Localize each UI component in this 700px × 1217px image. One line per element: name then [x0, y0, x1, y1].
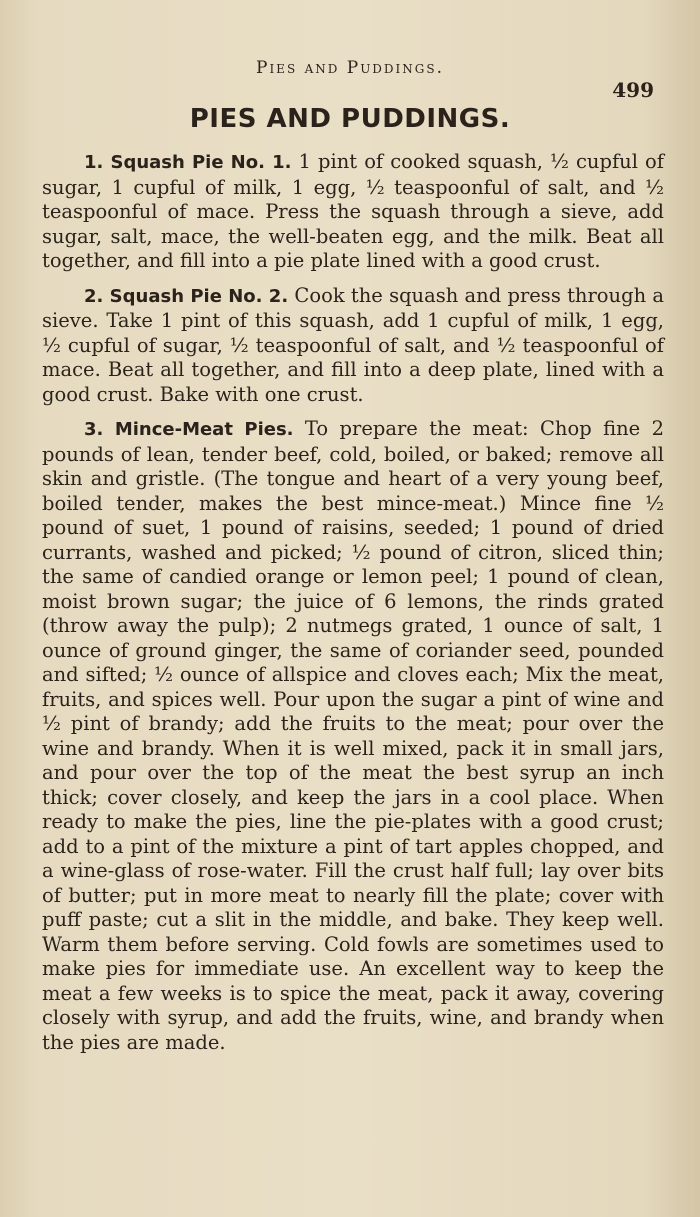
page-title: PIES AND PUDDINGS.	[189, 104, 511, 134]
recipe-list	[42, 150, 664, 1065]
recipe-text: To prepare the meat: Chop fine 2 pounds of lean, tender beef, cold, boiled, or baked; remove all skin and gristle. (The tongue and heart of a very young beef, boiled tender, makes the best mince-meat.) Mince fine ½ pound of suet, 1 pound of raisins, seeded; 1 pound of dried currants, washed and picked; ½ pound of citron, sliced thin; the same of candied orange or lemon peel; 1 pound of clean, moist brown sugar; the juice of 6 lemons, the rinds grated (throw away the pulp); 2 nutmegs grated, 1 ounce of salt, 1 ounce of ground ginger, the same of coriander seed, pounded and sifted; ½ ounce of allspice and cloves each; Mix the meat, fruits, and spices well. Pour upon the sugar a pint of wine and ½ pint of brandy; add the fruits to the meat; pour over the wine and brandy. When it is well mixed, pack it in small jars, and pour over the top of the meat the best syrup an inch thick; cover closely, and keep the jars in a cool place. When ready to make the pies, line the pie-plates with a good crust; add to a pint of the mixture a pint of tart apples chopped, and a wine-glass of rose-water. Fill the crust half full; lay over bits of butter; put in more meat to nearly fill the plate; cover with puff paste; cut a slit in the middle, and bake. They keep well. Warm them before serving. Cold fowls are sometimes used to make pies for immediate use. An excellent way to keep the meat a few weeks is to spice the meat, pack it away, covering closely with syrup, and add the fruits, wine, and brandy when the pies are made.	[42, 417, 664, 1054]
recipe-text: Cook the squash and press through a sieve. Take 1 pint of this squash, add 1 cupful of milk, 1 egg, ½ cupful of sugar, ½ teaspoonful of salt, and ½ teaspoonful of mace. Beat all together, and fill into a deep plate, lined with a good crust. Bake with one crust.	[42, 283, 665, 406]
recipe-squash-pie-2	[42, 284, 664, 408]
recipe-heading: 3. Mince-Meat Pies.	[84, 419, 294, 440]
page-number: 499	[612, 78, 654, 102]
recipe-heading: 1. Squash Pie No. 1.	[84, 152, 292, 173]
recipe-squash-pie-1	[42, 150, 664, 274]
recipe-heading: 2. Squash Pie No. 2.	[84, 285, 289, 307]
running-head: Pies and Puddings.	[256, 58, 444, 78]
recipe-text: 1 pint of cooked squash, ½ cupful of sugar, 1 cupful of milk, 1 egg, ½ teaspoonful of salt, and ½ teaspoonful of mace. Press the squash through a sieve, add sugar, salt, mace, the well-beaten egg, and the milk. Beat all together, and fill into a pie plate lined with a good crust.	[42, 150, 664, 272]
recipe-mince-meat-pies	[42, 417, 664, 1055]
